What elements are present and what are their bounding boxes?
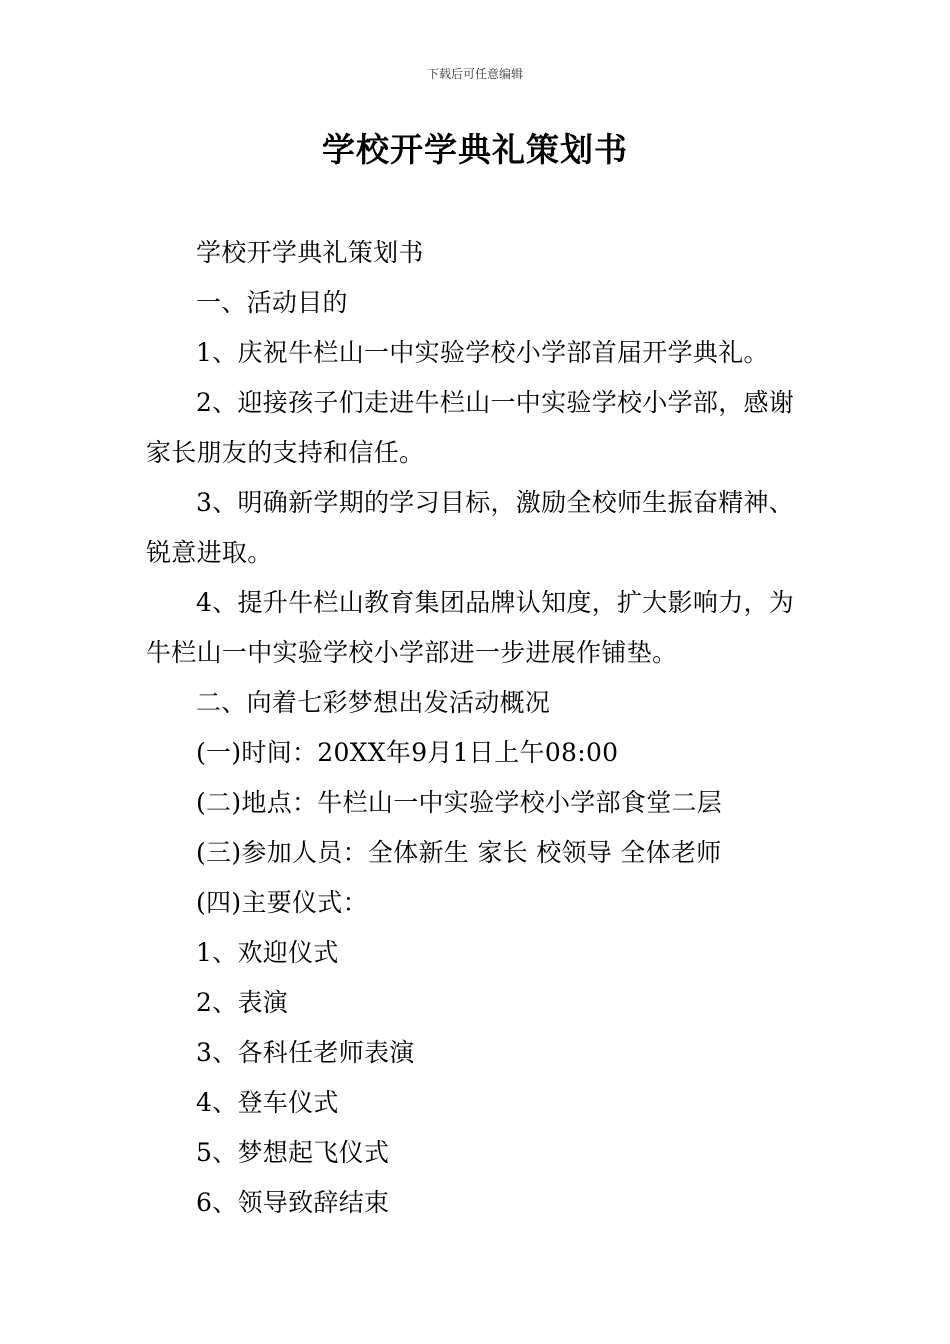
ceremony-item-5: 5、梦想起飞仪式 (196, 1138, 390, 1167)
section-heading-overview: 二、向着七彩梦想出发活动概况 (196, 688, 551, 717)
purpose-item-4: 4、提升牛栏山教育集团品牌认知度，扩大影响力，为牛栏山一中实验学校小学部进一步进展作铺垫。 (146, 588, 795, 667)
ceremony-item-3: 3、各科任老师表演 (196, 1038, 415, 1067)
ceremony-item-4: 4、登车仪式 (196, 1088, 339, 1117)
overview-time: (一)时间：20XX年9月1日上午08:00 (196, 738, 619, 767)
ceremony-item-1: 1、欢迎仪式 (196, 938, 339, 967)
overview-ceremonies-heading: (四)主要仪式： (196, 888, 368, 917)
header-note: 下载后可任意编辑 (426, 67, 523, 81)
subtitle-paragraph: 学校开学典礼策划书 (196, 238, 424, 267)
ceremony-item-2: 2、表演 (196, 988, 289, 1017)
purpose-item-3: 3、明确新学期的学习目标，激励全校师生振奋精神、锐意进取。 (146, 488, 795, 567)
document-title: 学校开学典礼策划书 (322, 130, 628, 169)
overview-location: (二)地点：牛栏山一中实验学校小学部食堂二层 (196, 788, 723, 817)
ceremony-item-6: 6、领导致辞结束 (196, 1188, 390, 1217)
purpose-item-2: 2、迎接孩子们走进牛栏山一中实验学校小学部，感谢家长朋友的支持和信任。 (146, 388, 795, 467)
document-body (146, 228, 806, 1228)
section-heading-purpose: 一、活动目的 (196, 288, 348, 317)
purpose-item-1: 1、庆祝牛栏山一中实验学校小学部首届开学典礼。 (196, 338, 769, 367)
overview-participants: (三)参加人员：全体新生 家长 校领导 全体老师 (196, 838, 722, 867)
